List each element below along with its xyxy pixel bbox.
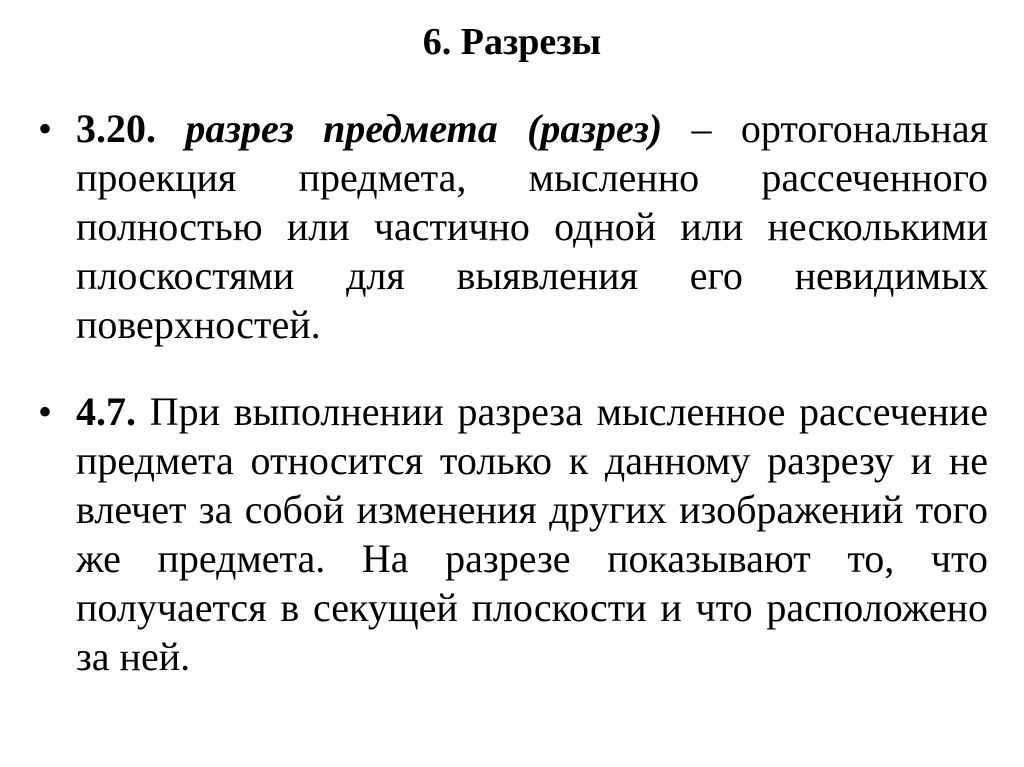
clause-number: 3.20. [76, 106, 156, 151]
slide-title: 6. Разрезы [422, 21, 602, 63]
bullet-item-4-7 [36, 387, 988, 681]
bullet-icon: • [38, 106, 53, 151]
clause-number: 4.7. [76, 389, 136, 434]
bullet-item-3-20 [36, 104, 988, 349]
clause-text: При выполнении разреза мысленное рассечение предмета относится только к данному разрезу и не влечет за собой изменения других изображений того же предмета. На разрезе показывают то, что получается в секущей плоскости и что расположено за ней. [76, 389, 989, 679]
bullet-list [36, 104, 988, 681]
bullet-icon: • [38, 389, 53, 434]
defined-term: разрез предмета (разрез) [185, 106, 663, 151]
definition-text: – ортогональная проекция предмета, мысленно рассеченного полностью или частично одной или несколькими плоскостями для выявления его невидимых поверхностей. [76, 106, 989, 347]
